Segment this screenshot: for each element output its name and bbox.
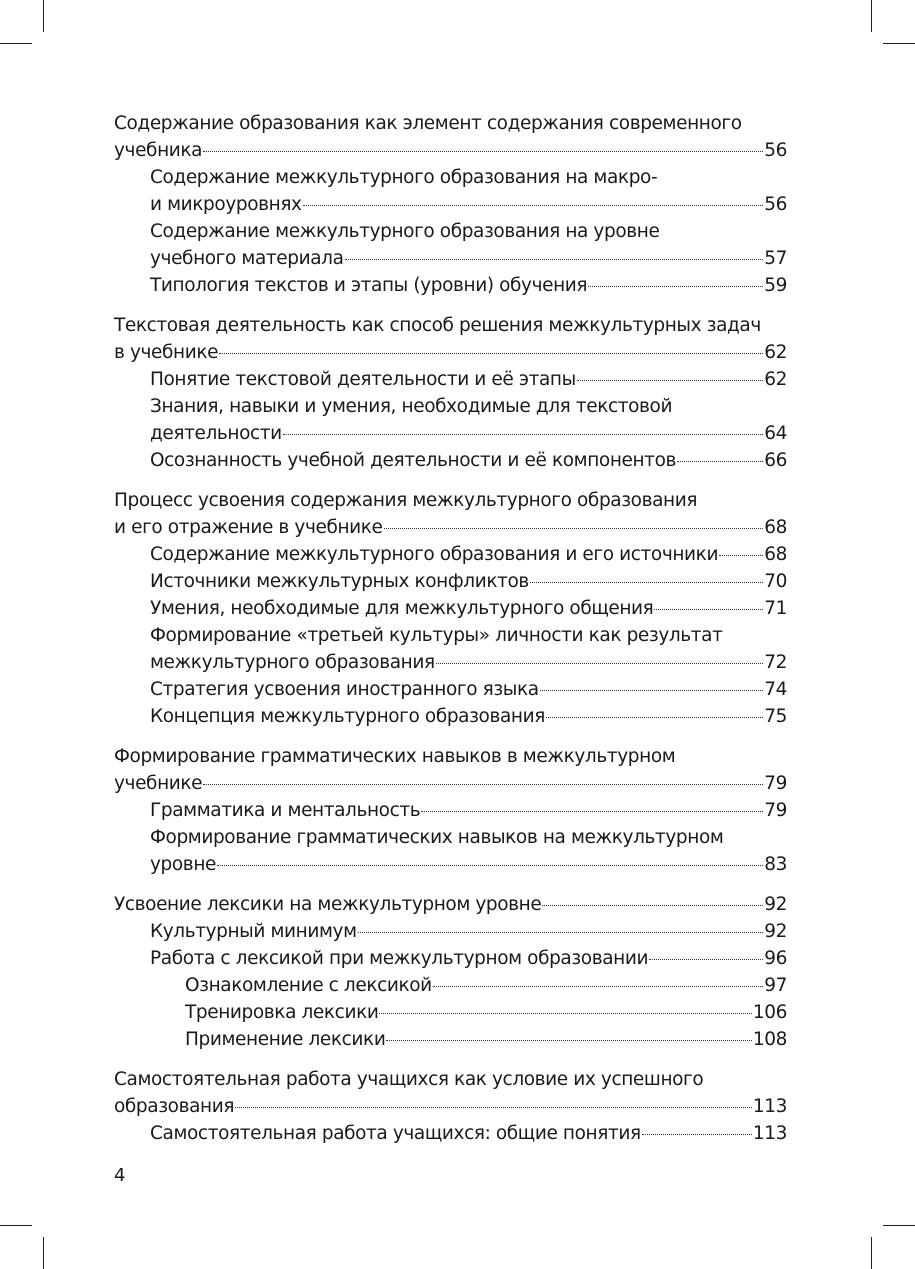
- toc-entry-title-line: Знания, навыки и умения, необходимые для текстовой: [150, 396, 673, 417]
- toc-entry-title-line: Процесс усвоения содержания межкультурного образования: [114, 490, 698, 511]
- dot-leader: [358, 932, 764, 933]
- toc-entry-line: [114, 891, 787, 918]
- toc-entry: [114, 312, 787, 366]
- toc-entry-line: [150, 649, 787, 676]
- table-of-contents: [114, 110, 787, 1147]
- toc-entry-title: Ознакомление с лексикой: [185, 975, 432, 996]
- toc-entry-line: [150, 918, 787, 945]
- toc-page-number: 74: [764, 679, 787, 700]
- toc-page-number: 113: [752, 1096, 787, 1117]
- toc-page-number: 97: [764, 975, 787, 996]
- toc-entry: [114, 110, 787, 164]
- toc-entry-line: [150, 676, 787, 703]
- toc-entry-title: Типология текстов и этапы (уровни) обучения: [150, 275, 588, 296]
- toc-entry: [114, 676, 787, 703]
- toc-entry-title: межкультурного образования: [150, 652, 435, 673]
- toc-entry-line: [114, 137, 787, 164]
- toc-entry-line: [150, 447, 787, 474]
- dot-leader: [433, 986, 763, 987]
- toc-entry-title: образования: [114, 1096, 235, 1117]
- toc-entry-title: Культурный минимум: [150, 921, 357, 942]
- toc-entry-title: Содержание межкультурного образования и его источники: [150, 544, 719, 565]
- toc-entry-line: [114, 1093, 787, 1120]
- toc-page-number: 70: [764, 571, 787, 592]
- toc-entry: [114, 1066, 787, 1120]
- toc-entry-line: [150, 272, 787, 299]
- toc-entry-line: [150, 245, 787, 272]
- toc-entry-line: [185, 972, 787, 999]
- toc-page-number: 108: [752, 1029, 787, 1050]
- toc-entry-title-line: Формирование грамматических навыков на межкультурном: [150, 827, 724, 848]
- dot-leader: [421, 811, 763, 812]
- toc-entry: [114, 999, 787, 1026]
- toc-page-number: 83: [764, 854, 787, 875]
- toc-entry-title: уровне: [150, 854, 216, 875]
- toc-entry-title: учебного материала: [150, 248, 344, 269]
- dot-leader: [719, 555, 763, 556]
- dot-leader: [540, 690, 764, 691]
- toc-entry-line: [150, 945, 787, 972]
- dot-leader: [546, 717, 763, 718]
- crop-mark: [0, 1225, 32, 1226]
- toc-entry-title-line: Содержание межкультурного образования на уровне: [150, 221, 660, 242]
- toc-page-number: 57: [764, 248, 787, 269]
- toc-page-number: 56: [764, 140, 787, 161]
- toc-entry-title: Тренировка лексики: [185, 1002, 379, 1023]
- toc-entry: [114, 366, 787, 393]
- toc-entry: [114, 447, 787, 474]
- toc-entry-title: Стратегия усвоения иностранного языка: [150, 679, 539, 700]
- toc-entry: [114, 891, 787, 918]
- toc-entry: [114, 972, 787, 999]
- toc-entry: [114, 622, 787, 676]
- dot-leader: [642, 1134, 752, 1135]
- dot-leader: [379, 1013, 751, 1014]
- dot-leader: [588, 286, 763, 287]
- toc-page-number: 68: [764, 517, 787, 538]
- toc-page-number: 92: [764, 894, 787, 915]
- dot-leader: [384, 528, 764, 529]
- toc-page-number: 113: [752, 1123, 787, 1144]
- crop-mark: [0, 43, 32, 44]
- toc-entry-title: учебника: [114, 140, 203, 161]
- toc-entry-line: [150, 541, 787, 568]
- toc-entry-title-line: Содержание образования как элемент содержания современного: [114, 113, 742, 134]
- crop-mark: [43, 1237, 44, 1269]
- toc-entry-title-line: Самостоятельная работа учащихся как условие их успешного: [114, 1069, 704, 1090]
- toc-entry-title: Работа с лексикой при межкультурном образовании: [150, 948, 649, 969]
- toc-entry-line: [150, 595, 787, 622]
- toc-page-number: 66: [764, 450, 787, 471]
- toc-entry: [114, 945, 787, 972]
- toc-entry-title: Усвоение лексики на межкультурном уровне: [114, 894, 542, 915]
- toc-entry-line: [114, 514, 787, 541]
- toc-entry-line: [185, 999, 787, 1026]
- dot-leader: [217, 865, 763, 866]
- toc-page-number: 64: [764, 423, 787, 444]
- page-number: 4: [114, 1165, 126, 1186]
- crop-mark: [883, 43, 915, 44]
- toc-entry-line: [150, 797, 787, 824]
- dot-leader: [436, 663, 764, 664]
- toc-page-number: 92: [764, 921, 787, 942]
- toc-entry-title: и его отражение в учебнике: [114, 517, 383, 538]
- toc-entry-title: Источники межкультурных конфликтов: [150, 571, 529, 592]
- toc-entry-title: Умения, необходимые для межкультурного общения: [150, 598, 654, 619]
- dot-leader: [386, 1040, 751, 1041]
- toc-entry: [114, 393, 787, 447]
- toc-entry: [114, 1120, 787, 1147]
- toc-entry-title: учебнике: [114, 773, 203, 794]
- toc-entry-title: деятельности: [150, 423, 282, 444]
- dot-leader: [283, 434, 763, 435]
- crop-mark: [871, 1237, 872, 1269]
- toc-entry: [114, 164, 787, 218]
- toc-entry-title: Грамматика и ментальность: [150, 800, 421, 821]
- toc-page-number: 59: [764, 275, 787, 296]
- toc-entry: [114, 272, 787, 299]
- toc-entry-line: [150, 851, 787, 878]
- toc-page-number: 75: [764, 706, 787, 727]
- toc-entry-line: [150, 568, 787, 595]
- toc-entry-line: [150, 1120, 787, 1147]
- toc-entry: [114, 568, 787, 595]
- crop-mark: [43, 0, 44, 32]
- toc-entry-line: [150, 703, 787, 730]
- toc-entry-line: [114, 339, 787, 366]
- toc-page-number: 68: [764, 544, 787, 565]
- toc-entry-title: Осознанность учебной деятельности и её компонентов: [150, 450, 676, 471]
- dot-leader: [345, 259, 764, 260]
- toc-page-number: 106: [752, 1002, 787, 1023]
- toc-page-number: 62: [764, 369, 787, 390]
- toc-entry-title-line: Текстовая деятельность как способ решения межкультурных задач: [114, 315, 761, 336]
- crop-mark: [871, 0, 872, 32]
- toc-entry: [114, 743, 787, 797]
- toc-entry: [114, 218, 787, 272]
- toc-entry-title: Применение лексики: [185, 1029, 386, 1050]
- dot-leader: [677, 461, 763, 462]
- dot-leader: [530, 582, 763, 583]
- toc-entry-title-line: Формирование грамматических навыков в межкультурном: [114, 746, 676, 767]
- dot-leader: [203, 784, 763, 785]
- toc-entry-title-line: Формирование «третьей культуры» личности как результат: [150, 625, 723, 646]
- toc-page-number: 71: [764, 598, 787, 619]
- dot-leader: [649, 959, 763, 960]
- toc-entry: [114, 541, 787, 568]
- dot-leader: [542, 905, 763, 906]
- dot-leader: [235, 1107, 752, 1108]
- crop-mark: [883, 1225, 915, 1226]
- dot-leader: [577, 380, 763, 381]
- toc-page-number: 79: [764, 800, 787, 821]
- toc-entry: [114, 918, 787, 945]
- toc-entry: [114, 487, 787, 541]
- toc-entry: [114, 703, 787, 730]
- dot-leader: [303, 205, 764, 206]
- toc-entry-line: [150, 420, 787, 447]
- toc-entry-line: [150, 191, 787, 218]
- toc-page-number: 62: [764, 342, 787, 363]
- toc-page-number: 96: [764, 948, 787, 969]
- toc-entry-title: Концепция межкультурного образования: [150, 706, 545, 727]
- toc-page-number: 56: [764, 194, 787, 215]
- toc-entry-title: и микроуровнях: [150, 194, 302, 215]
- dot-leader: [203, 151, 763, 152]
- dot-leader: [654, 609, 763, 610]
- dot-leader: [219, 353, 763, 354]
- toc-entry: [114, 824, 787, 878]
- toc-entry: [114, 1026, 787, 1053]
- toc-entry-title: Самостоятельная работа учащихся: общие понятия: [150, 1123, 641, 1144]
- toc-entry: [114, 595, 787, 622]
- toc-entry-line: [114, 770, 787, 797]
- toc-page-number: 72: [764, 652, 787, 673]
- toc-entry-title-line: Содержание межкультурного образования на макро-: [150, 167, 658, 188]
- toc-page-number: 79: [764, 773, 787, 794]
- toc-entry-title: в учебнике: [114, 342, 219, 363]
- toc-entry-line: [150, 366, 787, 393]
- toc-entry-title: Понятие текстовой деятельности и её этапы: [150, 369, 576, 390]
- toc-entry-line: [185, 1026, 787, 1053]
- toc-entry: [114, 797, 787, 824]
